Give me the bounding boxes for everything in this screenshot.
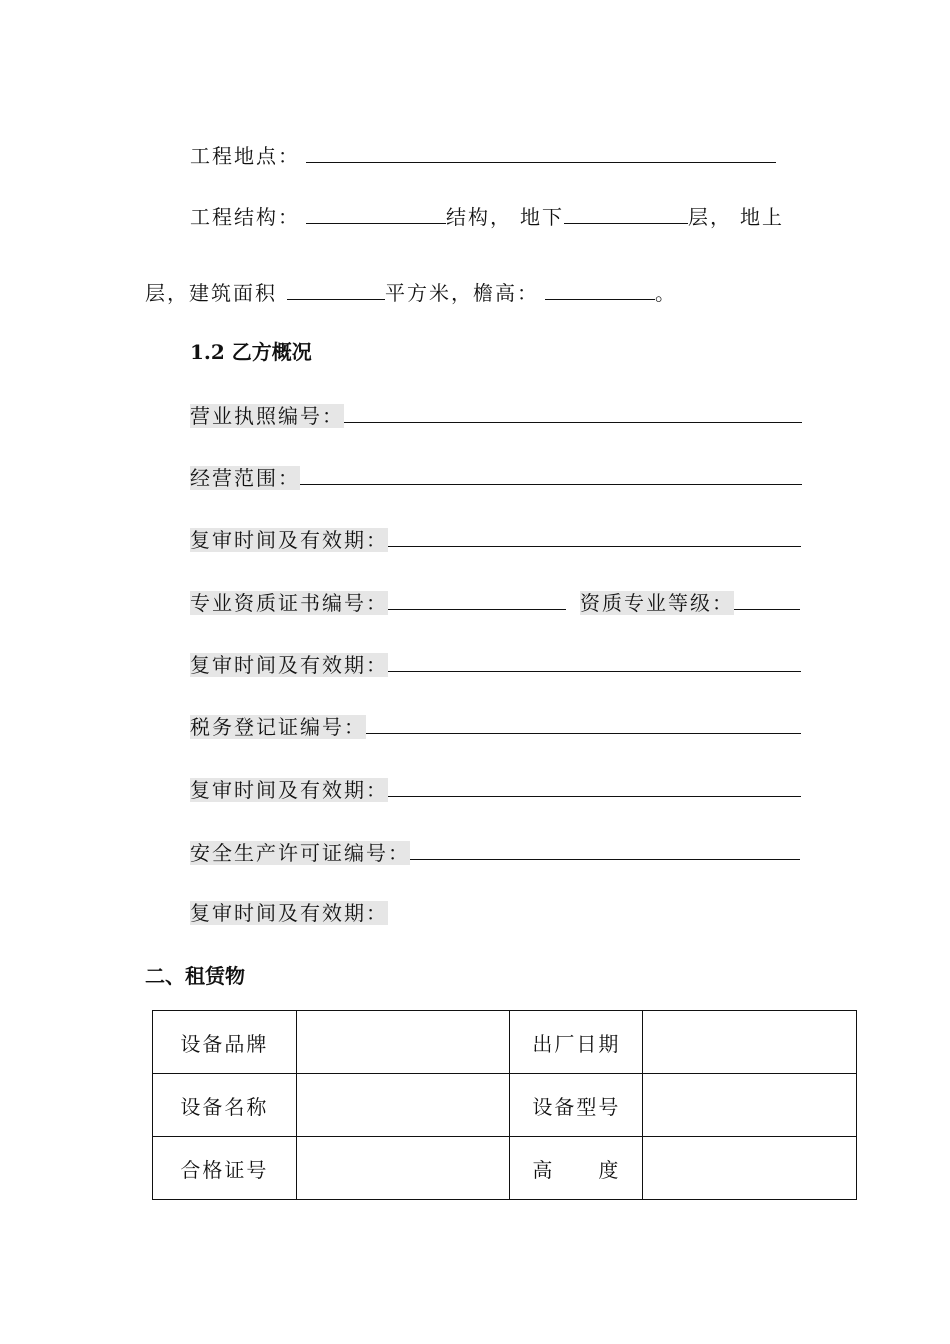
qualification-grade-field[interactable] bbox=[734, 587, 800, 610]
floor-suffix-2: 层， bbox=[145, 281, 189, 305]
equipment-model-cell[interactable] bbox=[643, 1074, 857, 1137]
manufacture-date-label: 出厂日期 bbox=[510, 1011, 643, 1074]
equipment-brand-label: 设备品牌 bbox=[153, 1011, 297, 1074]
business-scope-label: 经营范围： bbox=[190, 466, 300, 490]
underground-label: 地下 bbox=[520, 205, 564, 229]
area-field[interactable] bbox=[287, 277, 385, 300]
eave-label: 檐高： bbox=[473, 281, 539, 305]
business-scope-line bbox=[190, 462, 802, 492]
tax-cert-field[interactable] bbox=[366, 711, 801, 734]
business-scope-field[interactable] bbox=[300, 462, 802, 485]
table-row bbox=[153, 1011, 857, 1074]
review-period-line-1 bbox=[190, 524, 801, 554]
project-location-field[interactable] bbox=[306, 140, 776, 163]
review-period-field-3[interactable] bbox=[388, 774, 801, 797]
equipment-name-label: 设备名称 bbox=[153, 1074, 297, 1137]
equipment-name-cell[interactable] bbox=[296, 1074, 510, 1137]
height-cell[interactable] bbox=[643, 1137, 857, 1200]
tax-cert-label: 税务登记证编号： bbox=[190, 715, 366, 739]
qualification-cert-field[interactable] bbox=[388, 587, 566, 610]
section-1-2-title: 1.2 乙方概况 bbox=[190, 340, 312, 364]
tax-cert-line bbox=[190, 711, 801, 741]
project-location-line bbox=[190, 140, 776, 170]
manufacture-date-cell[interactable] bbox=[643, 1011, 857, 1074]
equipment-model-label: 设备型号 bbox=[510, 1074, 643, 1137]
qualification-cert-label: 专业资质证书编号： bbox=[190, 591, 388, 615]
business-license-field[interactable] bbox=[344, 400, 802, 423]
review-period-label-4: 复审时间及有效期： bbox=[190, 901, 388, 925]
review-period-line-3 bbox=[190, 774, 801, 804]
review-period-label-1: 复审时间及有效期： bbox=[190, 528, 388, 552]
review-period-field-1[interactable] bbox=[388, 524, 801, 547]
safety-permit-field[interactable] bbox=[410, 837, 800, 860]
project-structure-label: 工程结构： bbox=[190, 205, 300, 229]
business-license-label: 营业执照编号： bbox=[190, 404, 344, 428]
project-location-label: 工程地点： bbox=[190, 144, 300, 168]
table-row bbox=[153, 1137, 857, 1200]
qualification-grade-label: 资质专业等级： bbox=[580, 591, 734, 615]
area-unit: 平方米， bbox=[385, 281, 473, 305]
review-period-line-4 bbox=[190, 899, 388, 927]
review-period-field-2[interactable] bbox=[388, 649, 801, 672]
equipment-table bbox=[152, 1010, 857, 1200]
review-period-line-2 bbox=[190, 649, 801, 679]
eave-height-field[interactable] bbox=[545, 277, 655, 300]
project-area-line bbox=[145, 277, 677, 307]
certificate-number-label: 合格证号 bbox=[153, 1137, 297, 1200]
business-license-line bbox=[190, 400, 802, 430]
floor-suffix-1: 层， bbox=[688, 205, 732, 229]
project-structure-line bbox=[190, 201, 784, 231]
certificate-number-cell[interactable] bbox=[296, 1137, 510, 1200]
section-2-title: 二、租赁物 bbox=[145, 964, 245, 988]
safety-permit-label: 安全生产许可证编号： bbox=[190, 841, 410, 865]
structure-type-field[interactable] bbox=[306, 201, 446, 224]
safety-permit-line bbox=[190, 837, 800, 867]
period: 。 bbox=[655, 281, 677, 305]
underground-floors-field[interactable] bbox=[564, 201, 688, 224]
table-row bbox=[153, 1074, 857, 1137]
qualification-line bbox=[190, 587, 800, 617]
review-period-label-3: 复审时间及有效期： bbox=[190, 778, 388, 802]
review-period-label-2: 复审时间及有效期： bbox=[190, 653, 388, 677]
area-label: 建筑面积 bbox=[189, 281, 277, 305]
equipment-brand-cell[interactable] bbox=[296, 1011, 510, 1074]
height-label: 高 度 bbox=[510, 1137, 643, 1200]
above-ground-label: 地上 bbox=[740, 205, 784, 229]
structure-suffix: 结构， bbox=[446, 205, 512, 229]
